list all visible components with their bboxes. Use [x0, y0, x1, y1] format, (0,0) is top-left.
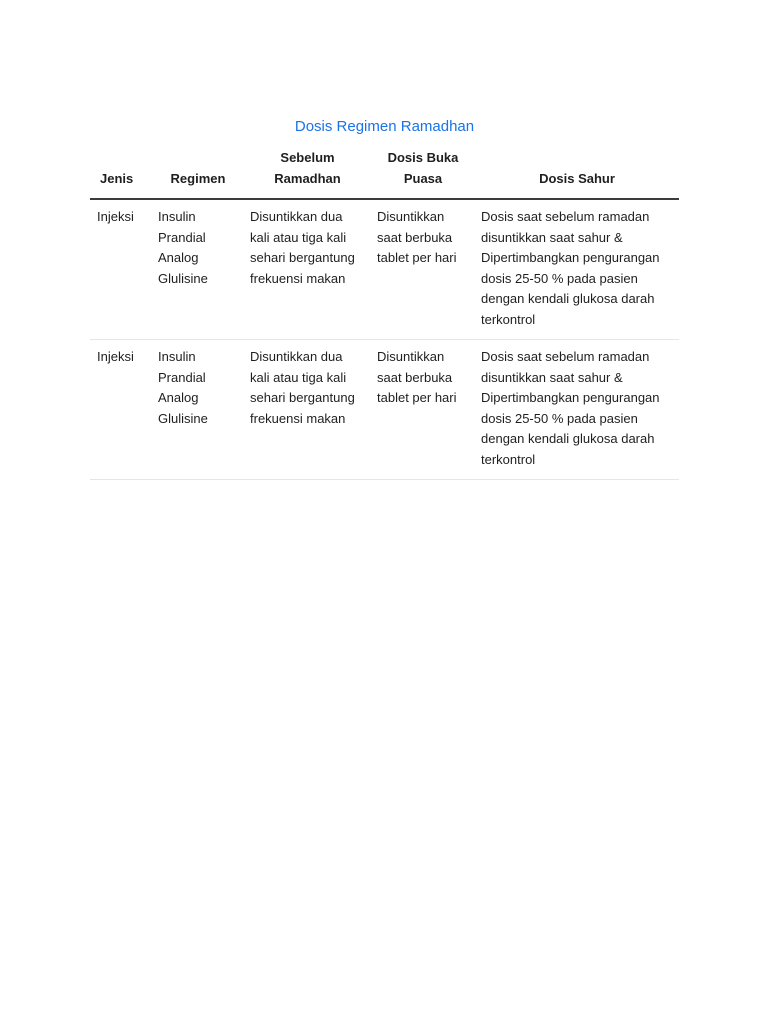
cell-dosis-sahur: Dosis saat sebelum ramadan disuntikkan saat sahur & Dipertimbangkan pengurangan dosis 25-50 % pada pasien dengan kendali glukosa darah terkontrol [475, 340, 679, 480]
table-row [90, 199, 679, 340]
header-row [90, 147, 679, 199]
table-header [90, 147, 679, 199]
cell-dosis-buka-puasa: Disuntikkan saat berbuka tablet per hari [371, 199, 475, 340]
cell-regimen: Insulin Prandial Analog Glulisine [152, 340, 244, 480]
cell-dosis-buka-puasa: Disuntikkan saat berbuka tablet per hari [371, 340, 475, 480]
cell-regimen: Insulin Prandial Analog Glulisine [152, 199, 244, 340]
regimen-table [90, 147, 679, 480]
table-row [90, 340, 679, 480]
header-sebelum-ramadhan: Sebelum Ramadhan [244, 147, 371, 199]
header-jenis: Jenis [90, 147, 152, 199]
cell-jenis: Injeksi [90, 340, 152, 480]
table-title: Dosis Regimen Ramadhan [294, 118, 475, 135]
cell-jenis: Injeksi [90, 199, 152, 340]
document [90, 118, 679, 480]
header-regimen: Regimen [152, 147, 244, 199]
cell-sebelum-ramadhan: Disuntikkan dua kali atau tiga kali sehari bergantung frekuensi makan [244, 199, 371, 340]
header-dosis-buka-puasa: Dosis Buka Puasa [371, 147, 475, 199]
cell-dosis-sahur: Dosis saat sebelum ramadan disuntikkan saat sahur & Dipertimbangkan pengurangan dosis 25-50 % pada pasien dengan kendali glukosa darah terkontrol [475, 199, 679, 340]
table-body [90, 199, 679, 480]
cell-sebelum-ramadhan: Disuntikkan dua kali atau tiga kali sehari bergantung frekuensi makan [244, 340, 371, 480]
header-dosis-sahur: Dosis Sahur [475, 147, 679, 199]
